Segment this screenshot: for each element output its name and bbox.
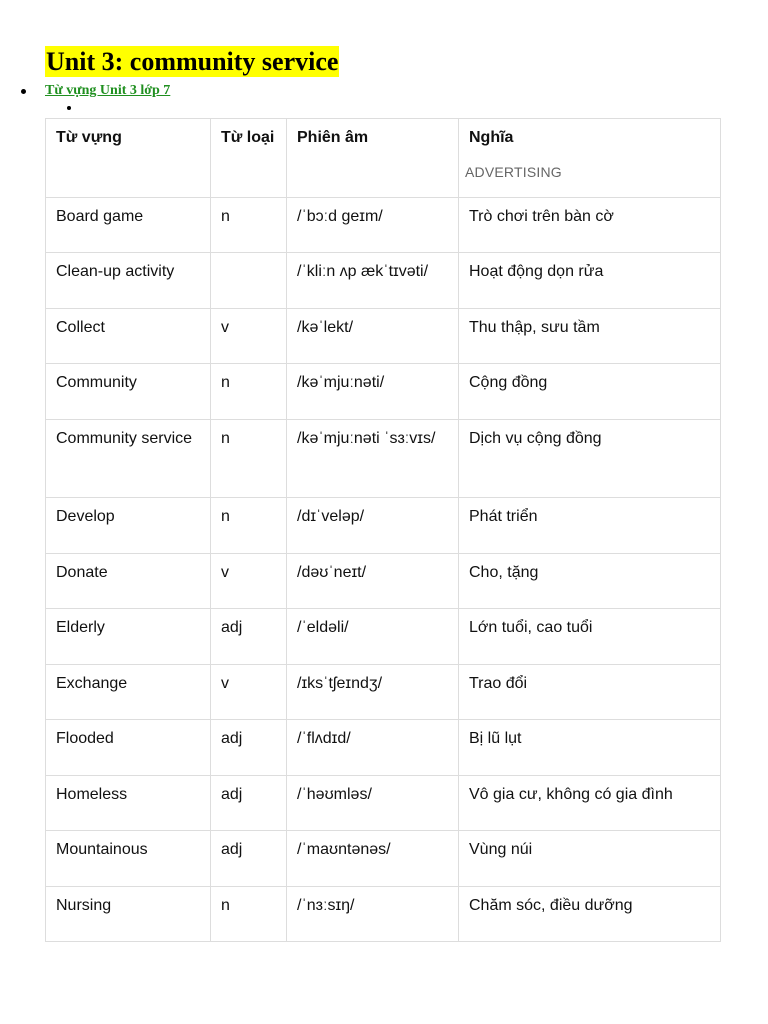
- cell-type: n: [211, 364, 287, 420]
- cell-type: [211, 253, 287, 309]
- cell-word: Donate: [46, 554, 211, 609]
- table-header-row: [46, 119, 721, 198]
- cell-type: v: [211, 554, 287, 609]
- cell-meaning: Trao đổi: [459, 665, 721, 720]
- cell-meaning: Vùng núi: [459, 831, 721, 887]
- table-row: [46, 554, 721, 609]
- cell-phonetic: /kəˈlekt/: [287, 309, 459, 364]
- bullet-icon: [67, 106, 71, 110]
- vocab-table: [45, 118, 721, 942]
- cell-meaning: Thu thập, sưu tầm: [459, 309, 721, 364]
- cell-phonetic: /dəʊˈneɪt/: [287, 554, 459, 609]
- page-title: Unit 3: community service: [46, 47, 339, 76]
- table-row: [46, 253, 721, 309]
- table-row: [46, 887, 721, 942]
- cell-word: Homeless: [46, 776, 211, 831]
- cell-meaning: Dịch vụ cộng đồng: [459, 420, 721, 498]
- table-row: [46, 198, 721, 253]
- header-phonetic: Phiên âm: [287, 119, 459, 198]
- table-row: [46, 498, 721, 554]
- table-row: [46, 420, 721, 498]
- cell-phonetic: /dɪˈveləp/: [287, 498, 459, 554]
- cell-word: Nursing: [46, 887, 211, 942]
- cell-phonetic: /ˈflʌdɪd/: [287, 720, 459, 776]
- cell-meaning: Lớn tuổi, cao tuổi: [459, 609, 721, 665]
- cell-phonetic: /ˈmaʊntənəs/: [287, 831, 459, 887]
- header-meaning: [459, 119, 721, 198]
- vocab-link[interactable]: Từ vựng Unit 3 lớp 7: [45, 83, 171, 98]
- header-meaning-label: Nghĩa: [469, 129, 514, 146]
- cell-meaning: Chăm sóc, điều dưỡng: [459, 887, 721, 942]
- cell-type: v: [211, 665, 287, 720]
- cell-word: Develop: [46, 498, 211, 554]
- cell-meaning: Vô gia cư, không có gia đình: [459, 776, 721, 831]
- table-row: [46, 609, 721, 665]
- cell-phonetic: /ˈbɔːd ɡeɪm/: [287, 198, 459, 253]
- cell-meaning: Cộng đồng: [459, 364, 721, 420]
- cell-meaning: Bị lũ lụt: [459, 720, 721, 776]
- cell-phonetic: /kəˈmjuːnəti ˈsɜːvɪs/: [287, 420, 459, 498]
- cell-type: adj: [211, 831, 287, 887]
- cell-type: n: [211, 420, 287, 498]
- cell-word: Clean-up activity: [46, 253, 211, 309]
- table-row: [46, 364, 721, 420]
- advertising-label: ADVERTISING: [465, 164, 562, 180]
- cell-phonetic: /ˈnɜːsɪŋ/: [287, 887, 459, 942]
- bullet-icon: [21, 89, 26, 94]
- cell-meaning: Cho, tặng: [459, 554, 721, 609]
- cell-type: adj: [211, 609, 287, 665]
- cell-phonetic: /ɪksˈtʃeɪndʒ/: [287, 665, 459, 720]
- table-row: [46, 309, 721, 364]
- header-type: Từ loại: [211, 119, 287, 198]
- table-row: [46, 776, 721, 831]
- cell-meaning: Hoạt động dọn rửa: [459, 253, 721, 309]
- cell-word: Community service: [46, 420, 211, 498]
- cell-meaning: Trò chơi trên bàn cờ: [459, 198, 721, 253]
- cell-phonetic: /ˈeldəli/: [287, 609, 459, 665]
- table-row: [46, 720, 721, 776]
- cell-type: adj: [211, 776, 287, 831]
- cell-word: Flooded: [46, 720, 211, 776]
- cell-phonetic: /ˈkliːn ʌp ækˈtɪvəti/: [287, 253, 459, 309]
- cell-type: n: [211, 198, 287, 253]
- vocab-table-body: [46, 198, 721, 942]
- cell-phonetic: /ˈhəʊmləs/: [287, 776, 459, 831]
- cell-meaning: Phát triển: [459, 498, 721, 554]
- header-word: Từ vựng: [46, 119, 211, 198]
- cell-word: Board game: [46, 198, 211, 253]
- cell-word: Mountainous: [46, 831, 211, 887]
- cell-word: Exchange: [46, 665, 211, 720]
- cell-type: adj: [211, 720, 287, 776]
- cell-word: Elderly: [46, 609, 211, 665]
- cell-word: Collect: [46, 309, 211, 364]
- table-row: [46, 665, 721, 720]
- table-row: [46, 831, 721, 887]
- cell-type: v: [211, 309, 287, 364]
- cell-word: Community: [46, 364, 211, 420]
- cell-phonetic: /kəˈmjuːnəti/: [287, 364, 459, 420]
- cell-type: n: [211, 498, 287, 554]
- cell-type: n: [211, 887, 287, 942]
